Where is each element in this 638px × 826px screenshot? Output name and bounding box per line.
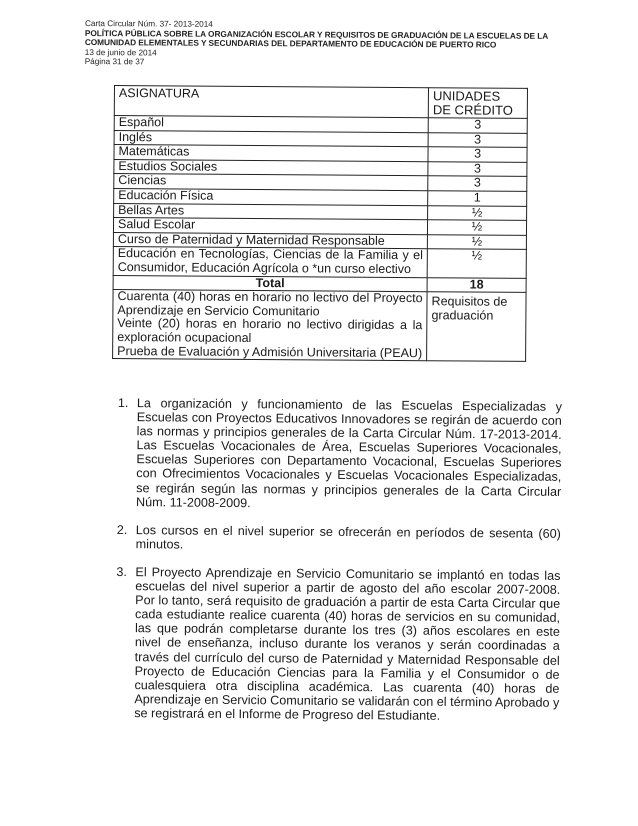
subject-column-header: ASIGNATURA [114,86,428,118]
numbered-list [115,396,562,738]
subject-cell: Bellas Artes [114,203,428,220]
requirements-row [113,290,526,362]
list-item-number: 3. [116,564,128,580]
total-value: 18 [427,277,526,292]
credit-cell: 3 [428,118,527,133]
requirement-community-service: Cuarenta (40) horas en horario no lectivo del Proyecto Aprendizaje en Servicio Comunitario [117,289,423,319]
subject-cell: Educación Física [114,188,428,205]
credit-cell: 3 [428,176,527,191]
page-header [85,19,585,70]
list-item-text: La organización y funcionamiento de las Escuelas Especializadas y Escuelas con Proyectos Educativos Innovadores se regirán de acuerdo con las normas y principios generales de la Carta Circular Núm. 17-2013-2014. Las Escuelas Vocacionales de Área, Escuelas Superiores Vocacionales, Escuelas Superiores con Departamento Vocacional, Escuelas Superiores con Ofrecimientos Vocacionales y Escuelas Vocacionales Especializadas, se regirán según las normas y principios generales de la Carta Circular Núm. 11-2008-2009. [136,396,562,510]
subject-cell: Inglés [114,130,428,147]
credit-cell: 3 [428,132,527,147]
credit-cell: ½ [428,205,527,220]
credit-cell: ½ [427,234,526,249]
credit-cell: ½ [427,249,526,278]
subject-cell: Español [114,116,428,133]
requirement-peau: Prueba de Evaluación y Admisión Universitaria (PEAU) [117,343,423,360]
subject-cell: Estudios Sociales [114,159,428,176]
subject-cell: Curso de Paternidad y Maternidad Responsable [113,232,427,249]
policy-title-line1: POLÍTICA PÚBLICA SOBRE LA ORGANIZACIÓN ESCOLAR Y REQUISITOS DE GRADUACIÓN DE LA ESCUELAS DE LA [84,27,549,41]
credits-column-header [428,88,527,119]
credits-header-line2: DE CRÉDITO [432,102,513,118]
list-item-number: 2. [116,522,128,537]
subject-cell: Ciencias [114,174,428,191]
requirements-cell [113,290,428,361]
credit-cell: 3 [428,161,527,176]
subject-cell: Educación en Tecnologías, Ciencias de la Familia y el Consumidor, Educación Agrícola o *un curso electivo [113,247,427,277]
page-number: Página 31 de 37 [84,57,145,67]
list-item-text: Los cursos en el nivel superior se ofrecerán en períodos de sesenta (60) minutos. [135,522,561,552]
subject-cell: Salud Escolar [113,218,427,235]
table-row [113,247,526,278]
circular-number: Carta Circular Núm. 37- 2013-2014 [84,19,213,29]
requirement-occupational-exploration: Veinte (20) horas en horario no lectivo dirigidas a la exploración ocupacional [117,316,423,345]
list-item [117,523,561,555]
list-item [115,565,560,724]
document-date: 13 de junio de 2014 [84,47,157,58]
credit-cell: 3 [428,147,527,162]
total-label: Total [113,275,427,292]
graduation-requirements-table [112,85,528,362]
list-item-text: El Proyecto Aprendizaje en Servicio Comunitario se implantó en todas las escuelas del nivel superior a partir de agosto del año escolar 2007-2008. Por lo tanto, será requisito de graduación a partir de esta Carta Circular que cada estudiante realice cuarenta (40) horas de servicios en su comunidad, las que podrán completarse durante los tres (3) años escolares en este nivel de enseñanza, incluso durante los veranos y serán coordinadas a través del currículo del curso de Paternidad y Maternidad Responsable del Proyecto de Educación Ciencias para la Familia y el Consumidor o de cualesquiera otra disciplina académica. Las cuarenta (40) horas de Aprendizaje en Servicio Comunitario se validarán con el término Aprobado y se registrará en el Informe de Progreso del Estudiante. [134,565,561,723]
subject-cell: Matemáticas [114,145,428,162]
requirements-label: Requisitos de graduación [427,292,526,362]
table-header-row [114,86,527,119]
list-item [117,396,562,513]
credit-cell: 1 [428,191,527,206]
credits-header-line1: UNIDADES [432,88,501,104]
credit-cell: ½ [428,220,527,235]
list-item-number: 1. [117,396,129,411]
policy-title-line2: COMUNIDAD ELEMENTALES Y SECUNDARIAS DEL DEPARTAMENTO DE EDUCACIÓN DE PUERTO RICO [84,37,497,50]
